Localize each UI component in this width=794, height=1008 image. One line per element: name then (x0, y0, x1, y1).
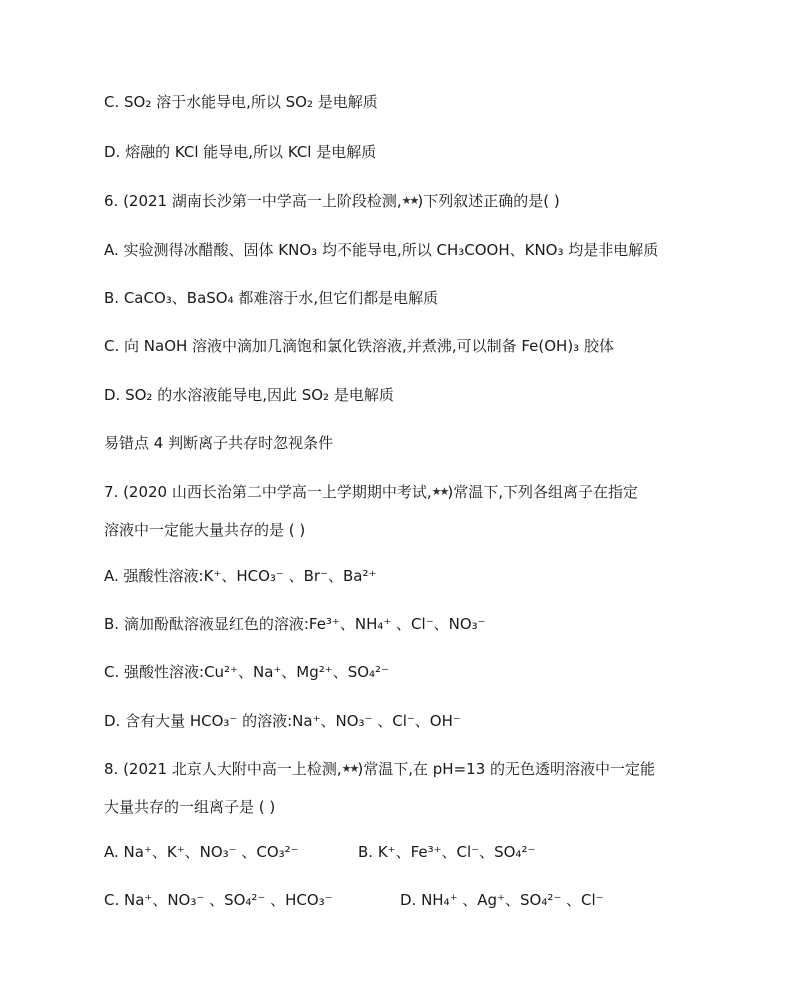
question-7-option-b: B. 滴加酚酞溶液显红色的溶液:Fe³⁺、NH₄⁺ 、Cl⁻、NO₃⁻ (104, 615, 486, 633)
question-6-text: )下列叙述正确的是( ) (417, 192, 560, 210)
question-8-option-d: D. NH₄⁺ 、Ag⁺、SO₄²⁻ 、Cl⁻ (400, 891, 604, 909)
question-5-option-d: D. 熔融的 KCl 能导电,所以 KCl 是电解质 (104, 143, 377, 161)
question-6-option-d: D. SO₂ 的水溶液能导电,因此 SO₂ 是电解质 (104, 386, 394, 404)
difficulty-star-icon: ★★ (431, 485, 448, 498)
question-7-stem-line2: 溶液中一定能大量共存的是 ( ) (104, 521, 306, 539)
question-8-text: )常温下,在 pH=13 的无色透明溶液中一定能 (357, 760, 656, 778)
question-8-option-b: B. K⁺、Fe³⁺、Cl⁻、SO₄²⁻ (358, 843, 536, 861)
question-7-option-a: A. 强酸性溶液:K⁺、HCO₃⁻ 、Br⁻、Ba²⁺ (104, 567, 377, 585)
question-6-option-c: C. 向 NaOH 溶液中滴加几滴饱和氯化铁溶液,并煮沸,可以制备 Fe(OH)₃ 胶体 (104, 337, 614, 355)
question-6-option-b: B. CaCO₃、BaSO₄ 都难溶于水,但它们都是电解质 (104, 289, 439, 307)
question-5-option-c: C. SO₂ 溶于水能导电,所以 SO₂ 是电解质 (104, 93, 378, 111)
question-8-source: 8. (2021 北京人大附中高一上检测, (104, 760, 342, 778)
question-7-text: )常温下,下列各组离子在指定 (447, 483, 639, 501)
question-7-stem (104, 482, 638, 502)
question-6-option-a: A. 实验测得冰醋酸、固体 KNO₃ 均不能导电,所以 CH₃COOH、KNO₃ 均是非电解质 (104, 241, 659, 259)
difficulty-star-icon: ★★ (401, 194, 418, 207)
question-8-stem-line2: 大量共存的一组离子是 ( ) (104, 798, 276, 816)
question-8-option-a: A. Na⁺、K⁺、NO₃⁻ 、CO₃²⁻ (104, 843, 299, 861)
question-7-option-c: C. 强酸性溶液:Cu²⁺、Na⁺、Mg²⁺、SO₄²⁻ (104, 663, 389, 681)
question-7-option-d: D. 含有大量 HCO₃⁻ 的溶液:Na⁺、NO₃⁻ 、Cl⁻、OH⁻ (104, 712, 461, 730)
question-8-option-c: C. Na⁺、NO₃⁻ 、SO₄²⁻ 、HCO₃⁻ (104, 891, 333, 909)
question-8-stem (104, 759, 655, 779)
difficulty-star-icon: ★★ (341, 762, 358, 775)
question-6-stem (104, 191, 560, 211)
question-6-source: 6. (2021 湖南长沙第一中学高一上阶段检测, (104, 192, 402, 210)
question-7-source: 7. (2020 山西长治第二中学高一上学期期中考试, (104, 483, 432, 501)
section-heading: 易错点 4 判断离子共存时忽视条件 (104, 434, 334, 452)
